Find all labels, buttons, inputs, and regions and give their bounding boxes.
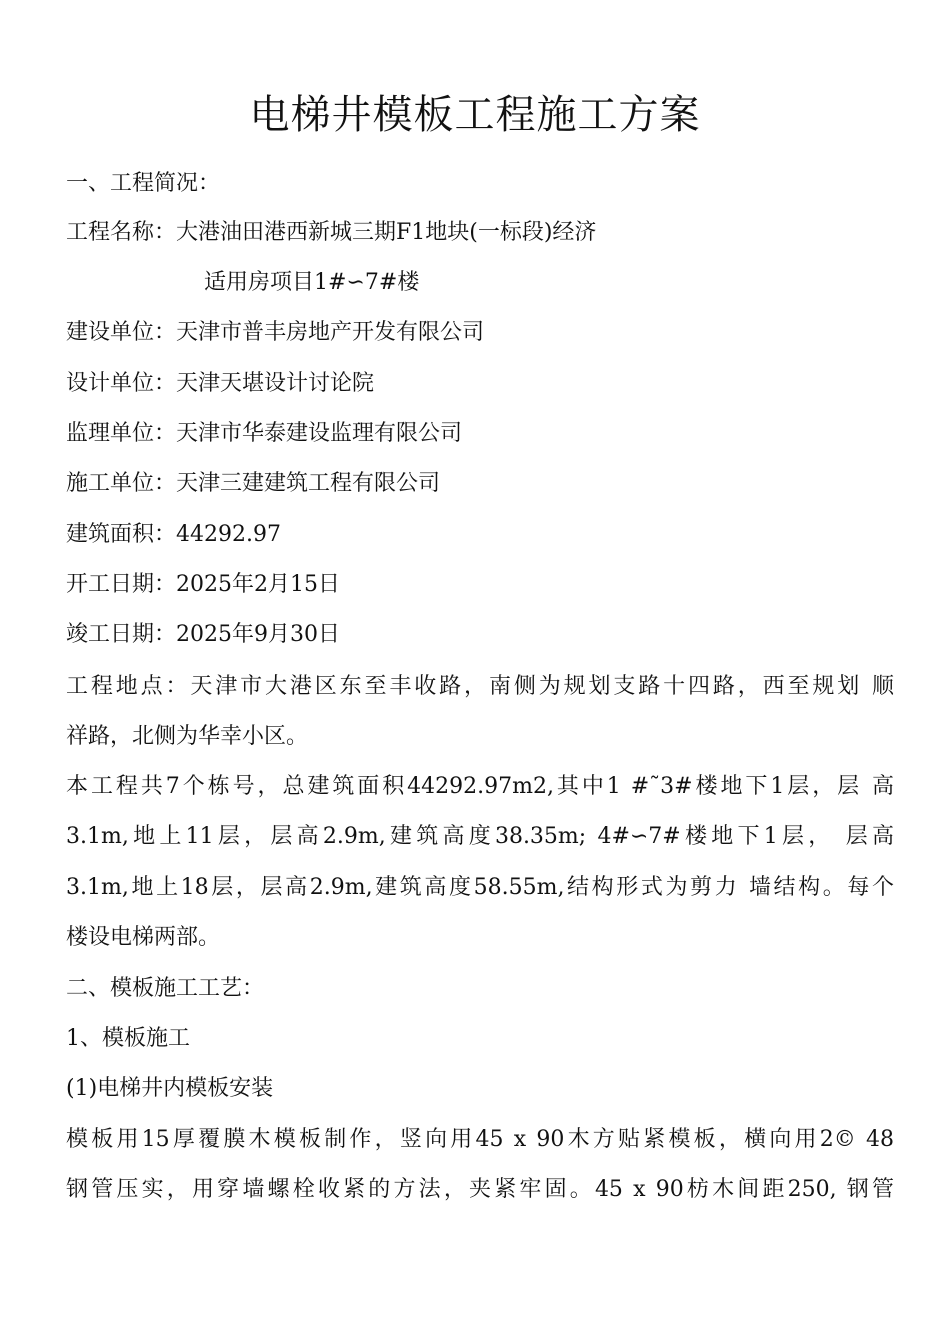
overview-paragraph-line-3: 3.1m,地上18层，层高2.9m,建筑高度58.55m,结构形式为剪力 墙结构。每个	[66, 875, 894, 900]
overview-paragraph-line-2: 3.1m,地上11层，层高2.9m,建筑高度38.35m; 4#∽7#楼地下1层， 层高	[66, 824, 894, 849]
start-date-line: 开工日期：2025年2月15日	[66, 572, 340, 597]
location-line: 工程地点：天津市大港区东至丰收路，南侧为规划支路十四路，西至规划 顺	[66, 674, 894, 699]
overview-paragraph-line-4: 楼设电梯两部。	[66, 925, 221, 950]
overview-paragraph-line-1: 本工程共7个栋号，总建筑面积44292.97m2,其中1 #˜3#楼地下1层，层 高	[66, 774, 894, 799]
designer-line: 设计单位：天津天堪设计讨论院	[66, 371, 375, 396]
formwork-paragraph-line-1: 模板用15厚覆膜木模板制作，竖向用45 x 90木方贴紧模板，横向用2© 48	[66, 1127, 894, 1152]
project-name-line: 工程名称：大港油田港西新城三期F1地块(一标段)经济	[66, 220, 597, 245]
formwork-paragraph-line-2: 钢管压实，用穿墙螺栓收紧的方法，夹紧牢固。45 x 90枋木间距250, 钢管	[66, 1177, 894, 1202]
document-title: 电梯井模板工程施工方案	[249, 92, 701, 138]
subsection-heading-elevator-shaft: (1)电梯井内模板安装	[66, 1076, 274, 1101]
section-heading-overview: 一、工程简况：	[66, 171, 221, 196]
developer-line: 建设单位：天津市普丰房地产开发有限公司	[66, 320, 485, 345]
building-area-line: 建筑面积：44292.97	[66, 522, 281, 547]
completion-date-line: 竣工日期：2025年9月30日	[66, 622, 340, 647]
location-line-continuation: 祥路，北侧为华幸小区。	[66, 724, 309, 749]
subsection-heading-formwork: 1、模板施工	[66, 1026, 190, 1051]
project-name-continuation: 适用房项目1#∽7#楼	[204, 270, 420, 295]
supervisor-line: 监理单位：天津市华泰建设监理有限公司	[66, 421, 463, 446]
contractor-line: 施工单位：天津三建建筑工程有限公司	[66, 471, 441, 496]
section-heading-formwork: 二、模板施工工艺：	[66, 976, 265, 1001]
